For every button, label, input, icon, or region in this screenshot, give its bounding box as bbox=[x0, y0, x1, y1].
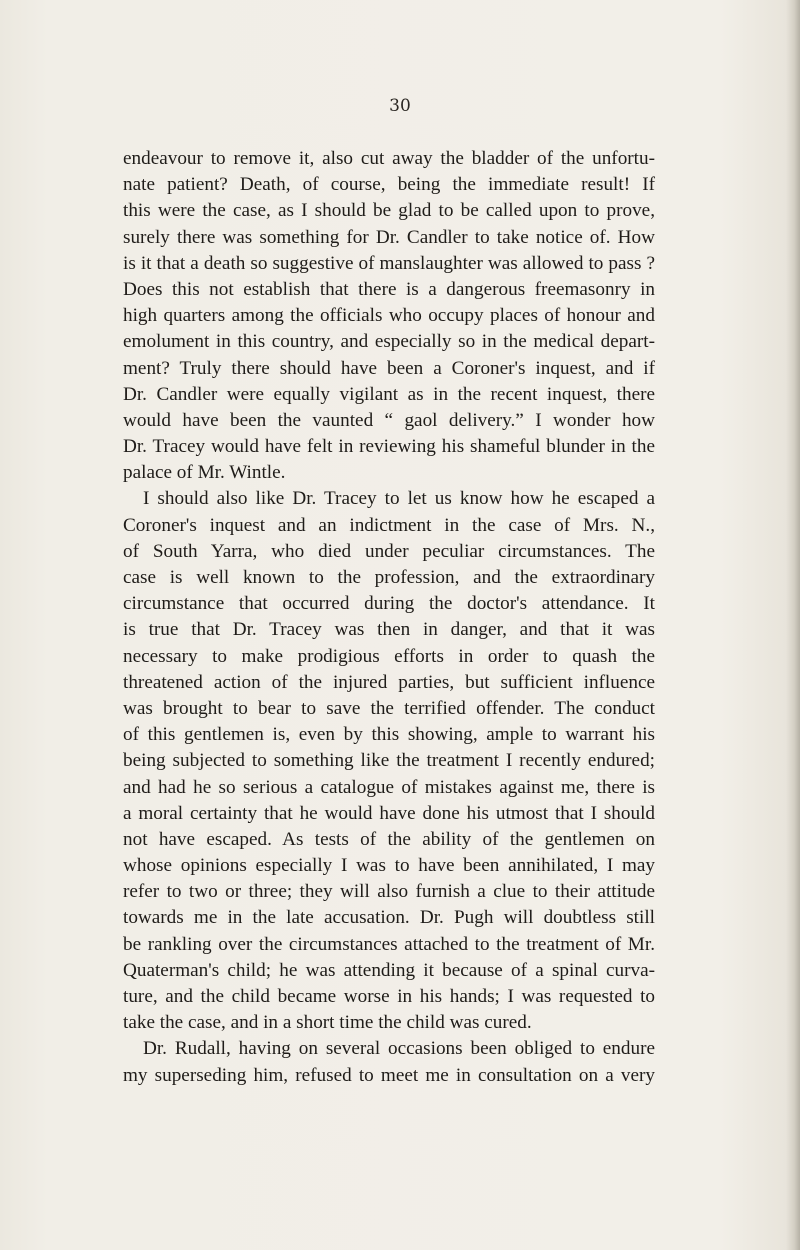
text-line: a moral certainty that he would have done his utmost that I should bbox=[123, 802, 655, 824]
text-line: Dr. Rudall, having on several occasions been obliged to endure bbox=[143, 1038, 655, 1060]
text-line: Dr. Tracey would have felt in reviewing his shameful blunder in the bbox=[123, 436, 655, 458]
text-line: my superseding him, refused to meet me in consultation on a very bbox=[123, 1064, 655, 1086]
text-line: was brought to bear to save the terrified offender. The conduct bbox=[123, 697, 655, 719]
text-line: necessary to make prodigious efforts in order to quash the bbox=[123, 645, 655, 667]
text-line: refer to two or three; they will also furnish a clue to their attitude bbox=[123, 881, 655, 903]
text-line: of South Yarra, who died under peculiar circumstances. The bbox=[123, 540, 655, 562]
text-line: nate patient? Death, of course, being the immediate result! If bbox=[123, 174, 655, 196]
text-line: not have escaped. As tests of the ability of the gentlemen on bbox=[123, 828, 655, 850]
text-line: palace of Mr. Wintle. bbox=[123, 462, 286, 484]
page-edge-shadow bbox=[786, 0, 800, 1250]
text-line: is it that a death so suggestive of manslaughter was allowed to pass ? bbox=[123, 252, 655, 274]
text-line: threatened action of the injured parties, but sufficient influence bbox=[123, 671, 655, 693]
text-line: Quaterman's child; he was attending it because of a spinal curva- bbox=[123, 959, 655, 981]
text-line: and had he so serious a catalogue of mistakes against me, there is bbox=[123, 776, 655, 798]
text-line: Does this not establish that there is a dangerous freemasonry in bbox=[123, 278, 655, 300]
text-line: take the case, and in a short time the child was cured. bbox=[123, 1012, 532, 1034]
text-line: case is well known to the profession, and the extraordinary bbox=[123, 567, 655, 588]
text-line: towards me in the late accusation. Dr. Pugh will doubtless still bbox=[123, 907, 655, 929]
text-line: endeavour to remove it, also cut away the bladder of the unfortu- bbox=[123, 148, 655, 169]
text-line: emolument in this country, and especially so in the medical depart- bbox=[123, 331, 655, 353]
text-line: Dr. Candler were equally vigilant as in the recent inquest, there bbox=[123, 383, 655, 405]
text-line: surely there was something for Dr. Candler to take notice of. How bbox=[123, 226, 655, 248]
text-line: of this gentlemen is, even by this showing, ample to warrant his bbox=[123, 724, 655, 746]
text-line: would have been the vaunted “ gaol delivery.” I wonder how bbox=[123, 409, 655, 431]
text-line: be rankling over the circumstances attached to the treatment of Mr. bbox=[123, 933, 655, 955]
text-line: Coroner's inquest and an indictment in the case of Mrs. N., bbox=[123, 514, 655, 536]
body-text bbox=[123, 146, 655, 1089]
text-line: ture, and the child became worse in his hands; I was requested to bbox=[123, 986, 655, 1007]
text-line: high quarters among the officials who occupy places of honour and bbox=[123, 305, 655, 327]
text-line: being subjected to something like the treatment I recently endured; bbox=[123, 750, 655, 772]
text-line: I should also like Dr. Tracey to let us know how he escaped a bbox=[143, 488, 655, 510]
text-line: is true that Dr. Tracey was then in danger, and that it was bbox=[123, 619, 655, 641]
text-line: ment? Truly there should have been a Coroner's inquest, and if bbox=[123, 357, 655, 379]
page-number: 30 bbox=[389, 96, 411, 116]
text-line: this were the case, as I should be glad to be called upon to prove, bbox=[123, 200, 655, 222]
text-line: whose opinions especially I was to have been annihilated, I may bbox=[123, 855, 655, 877]
text-line: circumstance that occurred during the doctor's attendance. It bbox=[123, 593, 655, 615]
